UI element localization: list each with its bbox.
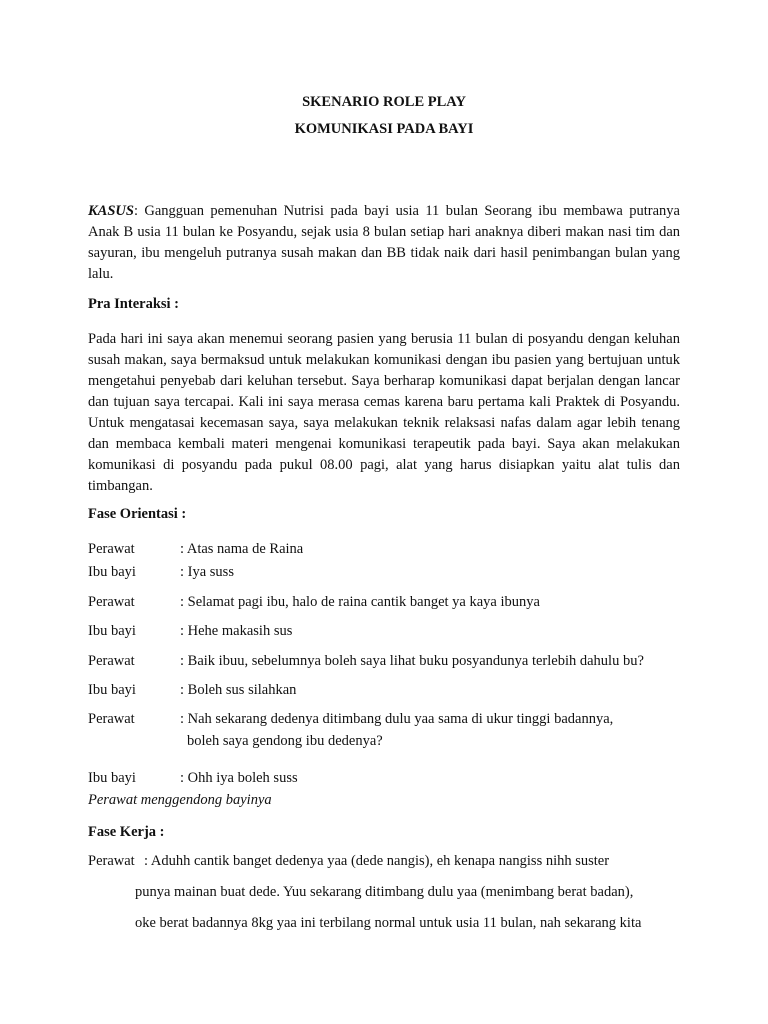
dialog-speaker: Perawat bbox=[88, 594, 135, 610]
dialog-speaker: Ibu bayi bbox=[88, 564, 136, 580]
dialog-line: : Hehe makasih sus bbox=[180, 623, 293, 639]
dialog-line: : Selamat pagi ibu, halo de raina cantik banget ya kaya ibunya bbox=[180, 594, 540, 610]
dialog-line: : Ohh iya boleh suss bbox=[180, 770, 298, 786]
dialog-line: : Atas nama de Raina bbox=[180, 541, 304, 557]
dialog-line: : Iya suss bbox=[180, 564, 234, 580]
pra-interaksi-heading: Pra Interaksi : bbox=[88, 296, 180, 312]
dialog-line: : Baik ibuu, sebelumnya boleh saya lihat buku posyandunya terlebih dahulu bu? bbox=[180, 653, 644, 669]
dialog-speaker: Perawat bbox=[88, 711, 135, 727]
dialog-speaker: Perawat bbox=[88, 541, 135, 557]
fase-kerja-line: oke berat badannya 8kg yaa ini terbilang normal untuk usia 11 bulan, nah sekarang kita bbox=[135, 915, 642, 931]
dialog-line: boleh saya gendong ibu dedenya? bbox=[187, 733, 383, 749]
document-title: SKENARIO ROLE PLAY bbox=[302, 94, 466, 110]
document-subtitle: KOMUNIKASI PADA BAYI bbox=[294, 121, 474, 137]
dialog-line: : Boleh sus silahkan bbox=[180, 682, 297, 698]
fase-kerja-heading: Fase Kerja : bbox=[88, 824, 165, 840]
fase-kerja-line: punya mainan buat dede. Yuu sekarang ditimbang dulu yaa (menimbang berat badan), bbox=[135, 884, 634, 900]
kasus-paragraph bbox=[88, 201, 680, 285]
dialog-speaker: Ibu bayi bbox=[88, 682, 136, 698]
pra-interaksi-paragraph: Pada hari ini saya akan menemui seorang pasien yang berusia 11 bulan di posyandu dengan keluhan susah makan, saya bermaksud untuk melakukan komunikasi dengan ibu pasien yang bertujuan untuk mengetahui penyebab dari keluhan tersebut. Saya berharap komunikasi dapat berjalan dengan lancar dan tujuan saya tercapai. Kali ini saya merasa cemas karena baru pertama kali Praktek di Posyandu. Untuk mengatasai kecemasan saya, saya melakukan teknik relaksasi nafas dalam agar lebih tenang dan membaca kembali materi mengenai komunikasi terapeutik pada bayi. Saya akan melakukan komunikasi di posyandu pada pukul 08.00 pagi, alat yang harus disiapkan yaitu alat tulis dan timbangan. bbox=[88, 331, 680, 494]
kasus-label: KASUS bbox=[88, 203, 134, 219]
stage-direction: Perawat menggendong bayinya bbox=[88, 792, 272, 808]
dialog-speaker: Ibu bayi bbox=[88, 770, 136, 786]
dialog-speaker: Ibu bayi bbox=[88, 623, 136, 639]
fase-orientasi-heading: Fase Orientasi : bbox=[88, 506, 187, 522]
fase-kerja-line: : Aduhh cantik banget dedenya yaa (dede nangis), eh kenapa nangiss nihh suster bbox=[144, 853, 610, 869]
kasus-text: : Gangguan pemenuhan Nutrisi pada bayi usia 11 bulan Seorang ibu membawa putranya Anak B usia 11 bulan ke Posyandu, sejak usia 8 bulan setiap hari anaknya diberi makan nasi tim dan sayuran, ibu mengeluh putranya susah makan dan BB tidak naik dari hasil penimbangan bulan yang lalu. bbox=[88, 203, 680, 282]
dialog-speaker: Perawat bbox=[88, 653, 135, 669]
fase-kerja-speaker: Perawat bbox=[88, 853, 135, 869]
dialog-line: : Nah sekarang dedenya ditimbang dulu yaa sama di ukur tinggi badannya, bbox=[180, 711, 614, 727]
